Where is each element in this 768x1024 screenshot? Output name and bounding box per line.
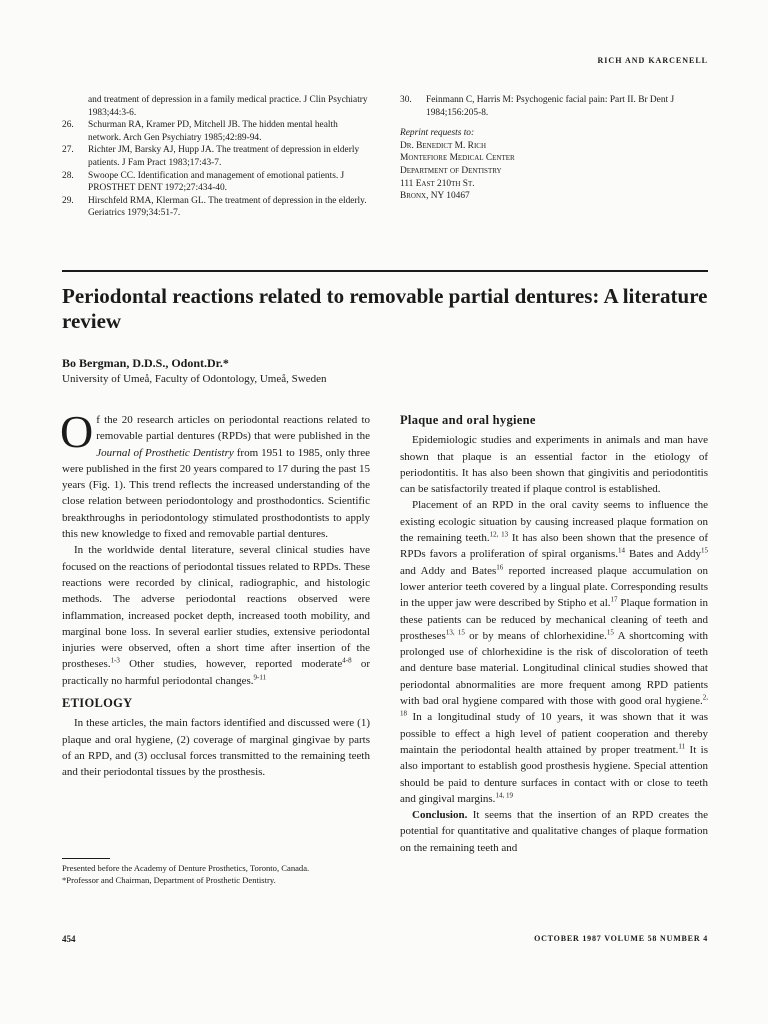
plaque-text: It is also important to establish good prosthesis hygiene. Special attention should be paid to denture surfaces in contact with or close to teeth and gingival margins. [400,743,708,805]
intro-paragraph [62,542,370,689]
intro-text: In the worldwide dental literature, several clinical studies have focused on the reactions of periodontal tissues related to RPDs. These reactions were recorded by clinical, radiographic, and histologic methods. The adverse periodontal reactions observed were inflammation, increased pocket depth, increased tooth mobility, and marginal bone loss. In several earlier studies, extensive periodontal injuries were observed, often a short time after insertion of the prostheses. [62,544,370,671]
reprint-request-block [400,127,708,203]
reprint-address-line: 111 East 210th St. [400,178,475,189]
reference-text: Schurman RA, Kramer PD, Mitchell JB. The hidden mental health network. Arch Gen Psychiatry 1985;42:89-94. [88,120,338,143]
running-head: RICH AND KARCENELL [597,56,708,65]
reference-item [62,144,372,169]
citation: 2, 18 [400,693,708,718]
citation: 1-3 [110,656,120,665]
issue-info: OCTOBER 1987 VOLUME 58 NUMBER 4 [534,934,708,943]
reference-number [62,94,88,119]
citation: 4-8 [342,656,352,665]
reference-text: and treatment of depression in a family medical practice. J Clin Psychiatry 1983;44:3-6. [88,95,368,118]
plaque-paragraph: Epidemiologic studies and experiments in animals and man have shown that plaque is an essential factor in the etiology of periodontitis. It has also been shown that gingivitis and periodontitis can be satisfactorily treated if plaque control is established. [400,434,708,496]
author-name: Bo Bergman, D.D.S., Odont.Dr.* [62,356,229,370]
footnote-divider [62,858,110,859]
plaque-text: and Addy and Bates [400,564,497,577]
drop-cap: O [60,406,94,457]
reference-number: 26. [62,120,74,131]
reference-item [400,94,708,119]
citation: 15 [606,628,614,637]
conclusion-text: It seems that the insertion of an RPD creates the potential for quantitative and qualitative changes of plaque formation on the remaining teeth and [400,809,708,854]
reprint-address-line: Bronx, NY 10467 [400,191,470,202]
citation: 12, 13 [489,530,509,539]
reprint-address-line: Department of Dentistry [400,165,502,176]
footnotes [62,858,372,886]
plaque-text: or by means of chlorhexidine. [464,629,607,642]
reference-number: 28. [62,170,74,181]
footnote: Presented before the Academy of Denture Prosthetics, Toronto, Canada. [62,863,310,873]
citation: 13, 15 [445,628,465,637]
citation: 9-11 [253,673,267,682]
citation: 16 [496,563,504,572]
citation: 14 [618,546,626,555]
reference-item [62,195,372,220]
reprint-label: Reprint requests to: [400,128,475,139]
intro-paragraph [60,406,370,542]
reference-text: Swoope CC. Identification and management of emotional patients. J PROSTHET DENT 1972;27:434-40. [88,170,345,194]
reference-number: 29. [62,195,74,206]
reference-text: Feinmann C, Harris M: Psychogenic facial pain: Part II. Br Dent J 1984;156:205-8. [426,95,675,118]
intro-text: Other studies, however, reported moderate [119,658,343,671]
conclusion-paragraph [400,807,708,856]
citation: 14, 19 [495,791,513,800]
plaque-text: reported increased plaque accumulation on lower anterior teeth covered by a lingual plate. Corresponding results in the upper jaw were described by Stipho et al. [400,564,708,610]
reprint-address-line: Montefiore Medical Center [400,153,515,164]
plaque-text: Bates and Addy [625,548,701,561]
plaque-text: Plaque formation in these patients can be reduced by mechanical cleaning of teeth and prostheses [400,597,708,642]
conclusion-label: Conclusion. [412,809,468,822]
reference-number: 30. [400,95,412,105]
reference-list-left [62,94,372,220]
reference-item [62,170,372,195]
citation: 11 [678,742,686,751]
intro-text: from 1951 to 1985, only three were published in the first 20 years compared to 17 during the past 15 years (Fig. 1). This trend reflects the increased understanding of the close relation between periodontology and prosthodontics. Scientific breakthroughs in periodontology stimulated prosthodontists to apply this new knowledge to fixed and removable partial dentures. [62,446,370,541]
footnote: *Professor and Chairman, Department of Prosthetic Dentistry. [62,874,276,885]
journal-name: Journal of Prosthetic Dentistry [96,446,234,459]
intro-text: f the 20 research articles on periodontal reactions related to removable partial dentures (RPDs) that were published in the [96,414,370,443]
citation: 15 [701,546,708,555]
page-number: 454 [62,934,76,944]
citation: 17 [610,595,618,604]
reference-item [62,119,372,144]
plaque-text: Placement of an RPD in the oral cavity seems to influence the existing ecologic situation by causing increased plaque formation on the remaining teeth. [400,499,708,545]
etiology-paragraph: In these articles, the main factors identified and discussed were (1) plaque and oral hygiene, (2) coverage of marginal gingivae by parts of an RPD, and (3) occlusal forces transmitted to the remaining teeth and their periodontal tissues by the prosthesis. [62,717,370,779]
reference-list-right [400,94,708,203]
reference-text: Hirschfeld RMA, Klerman GL. The treatment of depression in the elderly. Geriatrics 1979;34:51-7. [88,195,367,219]
reference-text: Richter JM, Barsky AJ, Hupp JA. The treatment of depression in elderly patients. J Fam Pract 1983;17:43-7. [88,145,360,168]
reprint-address-line: Dr. Benedict M. Rich [400,140,486,151]
plaque-paragraph [400,497,708,807]
author-affiliation: University of Umeå, Faculty of Odontology, Umeå, Sweden [62,373,327,385]
reference-number: 27. [62,145,74,156]
title-divider [62,270,708,272]
intro-text: or practically no harmful periodontal changes. [62,658,370,687]
plaque-text: A shortcoming with prolonged use of chlorhexidine is the risk of discoloration of teeth and denture base material. Longitudinal clinical studies showed that periodontal abnormalities are more frequent among RPD patients with bad oral hygiene compared with those with good oral hygiene. [400,629,709,708]
reference-item [62,94,372,119]
plaque-text: It has also been shown that the presence of RPDs favors a proliferation of spiral organisms. [400,532,708,561]
plaque-text: In a longitudinal study of 10 years, it was shown that it was possible to effect a high level of patient cooperation and thereby maintain the periodontal health attained by proper treatment. [400,711,708,756]
body-column-right [400,412,708,856]
body-column-left [60,406,370,781]
section-heading-etiology: ETIOLOGY [62,696,133,711]
article-title: Periodontal reactions related to removable partial dentures: A literature review [62,284,708,333]
section-heading-plaque: Plaque and oral hygiene [400,413,536,427]
